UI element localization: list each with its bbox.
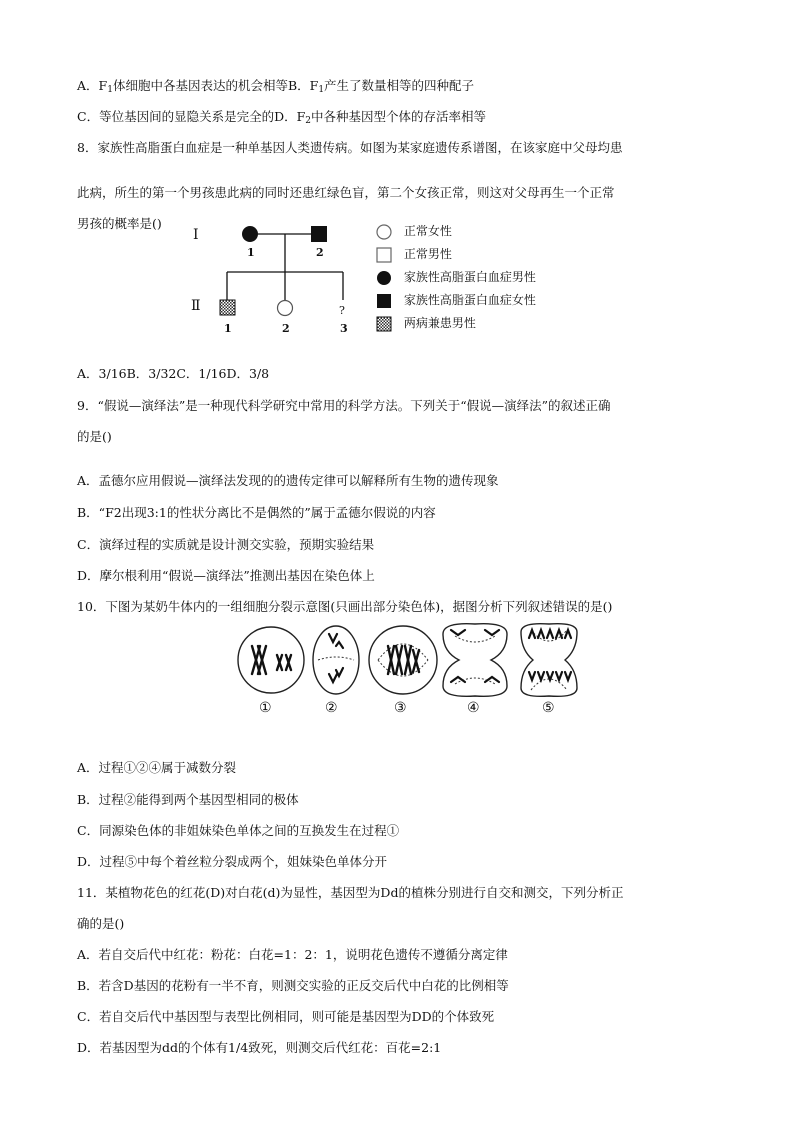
legend-item-normal-male — [376, 245, 452, 263]
pedigree-ii3-number: 3 — [340, 322, 348, 335]
pedigree-i2-symbol — [311, 226, 327, 242]
pedigree-legend — [376, 222, 576, 334]
normal-female-icon — [376, 224, 394, 240]
pedigree-ii3-unknown: ? — [339, 304, 345, 317]
q9-stem-line2: 的是() — [77, 429, 112, 444]
q7-option-a-text: 体细胞中各基因表达的机会相等B．F — [112, 78, 319, 93]
filled-square-icon — [376, 293, 394, 309]
subscript: 1 — [318, 85, 325, 95]
q10-option-d: D．过程⑤中每个着丝粒分裂成两个，姐妹染色单体分开 — [77, 854, 388, 869]
q7-option-d-text: 中各种基因型个体的存活率相等 — [311, 109, 487, 124]
q9-option-d: D．摩尔根利用“假说—演绎法”推测出基因在染色体上 — [77, 568, 375, 583]
legend-item-affected-female — [376, 291, 536, 309]
q7-option-c-text: C．等位基因间的显隐关系是完全的D．F — [77, 109, 306, 124]
q8-stem-line2: 此病，所生的第一个男孩患此病的同时还患红绿色盲，第二个女孩正常，则这对父母再生一个正常 — [77, 185, 615, 200]
pedigree-chart — [185, 218, 365, 340]
q10-option-a: A．过程①②④属于减数分裂 — [77, 760, 237, 775]
q7-option-cd — [77, 107, 486, 126]
q8-stem-line1: 8．家族性高脂蛋白血症是一种单基因人类遗传病。如图为某家庭遗传系谱图，在该家庭中父母均患 — [77, 140, 623, 155]
legend-label: 正常男性 — [403, 247, 452, 261]
pedigree-ii1-number: 1 — [224, 322, 232, 335]
cell-label-3: ③ — [394, 700, 407, 716]
cell-label-5: ⑤ — [542, 700, 555, 716]
checkered-square-icon — [376, 316, 394, 332]
pedigree-svg — [185, 218, 365, 340]
q11-option-c: C．若自交后代中基因型与表型比例相同，则可能是基因型为DD的个体致死 — [77, 1009, 495, 1024]
q8-options: A．3/16B．3/32C．1/16D．3/8 — [77, 366, 270, 381]
legend-item-affected-male — [376, 268, 536, 286]
q10-option-b: B．过程②能得到两个基因型相同的极体 — [77, 792, 299, 807]
legend-item-normal-female — [376, 222, 452, 240]
q9-option-a: A．孟德尔应用假说—演绎法发现的的遗传定律可以解释所有生物的遗传现象 — [77, 473, 499, 488]
cell-label-4: ④ — [467, 700, 480, 716]
q11-option-b: B．若含D基因的花粉有一半不育，则测交实验的正反交后代中白花的比例相等 — [77, 978, 509, 993]
pedigree-ii2-number: 2 — [282, 322, 290, 335]
filled-circle-icon — [376, 270, 394, 286]
q10-option-c: C．同源染色体的非姐妹染色单体之间的互换发生在过程① — [77, 823, 400, 838]
cell-label-2: ② — [325, 700, 338, 716]
q7-option-b-text: 产生了数量相等的四种配子 — [324, 78, 475, 93]
pedigree-i2-number: 2 — [316, 246, 324, 259]
q11-stem-line2: 确的是() — [77, 916, 125, 931]
legend-label: 家族性高脂蛋白血症男性 — [403, 270, 536, 284]
pedigree-ii1-symbol — [220, 300, 235, 315]
pedigree-ii2-symbol — [278, 301, 293, 316]
q8-stem-line3: 男孩的概率是() — [77, 216, 162, 231]
q11-stem-line1: 11．某植物花色的红花(D)对白花(d)为显性，基因型为Dd的植株分别进行自交和测交，下列分析正 — [77, 885, 624, 900]
subscript: 1 — [107, 85, 113, 95]
q7-option-ab — [77, 76, 474, 95]
pedigree-i1-symbol — [242, 226, 258, 242]
q9-option-c: C．演绎过程的实质就是设计测交实验，预期实验结果 — [77, 537, 375, 552]
cell-division-svg — [233, 622, 589, 722]
cell-2 — [313, 626, 359, 694]
cell-division-figure — [233, 622, 589, 722]
q10-stem: 10．下图为某奶牛体内的一组细胞分裂示意图(只画出部分染色体)，据图分析下列叙述错误的是() — [77, 599, 613, 614]
subscript: 2 — [305, 116, 311, 126]
q9-option-b: B．“F2出现3:1的性状分离比不是偶然的”属于孟德尔假说的内容 — [77, 505, 436, 520]
pedigree-i1-number: 1 — [247, 246, 255, 259]
cell-5 — [521, 624, 577, 697]
legend-label: 家族性高脂蛋白血症女性 — [403, 293, 536, 307]
cell-4 — [443, 624, 507, 697]
q9-stem-line1: 9．“假说—演绎法”是一种现代科学研究中常用的科学方法。下列关于“假说—演绎法”的叙述正确 — [77, 398, 611, 413]
cell-1 — [238, 627, 304, 693]
legend-label: 两病兼患男性 — [403, 316, 476, 330]
cell-3 — [369, 626, 437, 694]
q7-option-a-prefix: A．F — [77, 78, 108, 93]
legend-item-both-diseases-male — [376, 314, 476, 332]
legend-label: 正常女性 — [403, 224, 452, 238]
q11-option-a: A．若自交后代中红花：粉花：白花=1：2：1，说明花色遗传不遵循分离定律 — [77, 947, 508, 962]
pedigree-gen1-label: Ⅰ — [193, 227, 199, 243]
cell-label-1: ① — [259, 700, 272, 716]
pedigree-gen2-label: Ⅱ — [191, 298, 201, 314]
q11-option-d: D．若基因型为dd的个体有1/4致死，则测交后代红花：百花=2:1 — [77, 1040, 442, 1055]
normal-male-icon — [376, 247, 394, 263]
